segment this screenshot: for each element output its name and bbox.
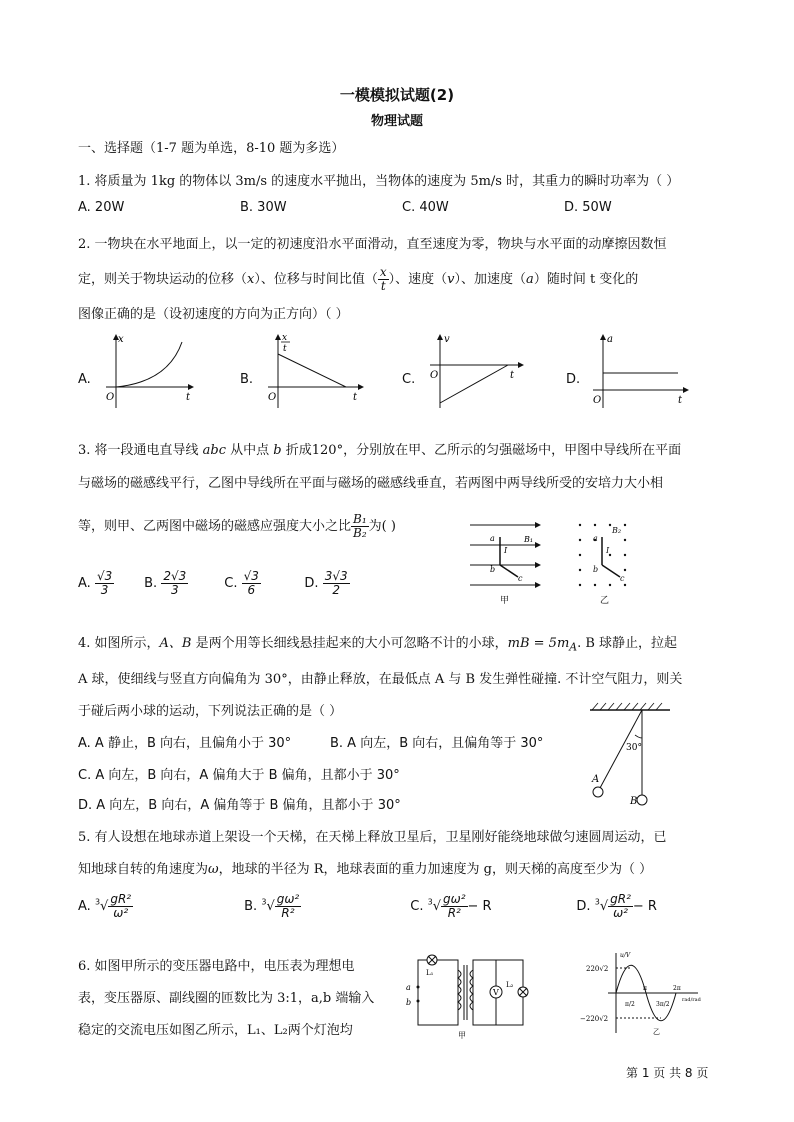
q2-graph-a (106, 334, 193, 408)
svg-text:A: A (592, 774, 600, 785)
svg-text:a: a (593, 534, 598, 543)
svg-text:B: B (630, 796, 638, 807)
page-number: 第 1 页 共 8 页 (626, 1066, 709, 1080)
q1-option-c: C. 40W (402, 200, 449, 215)
svg-text:B₁: B₁ (524, 535, 534, 544)
q5-option-c: C. $^3$√ $\frac{\text{gω²}}{\text{R²}}$ − R (410, 892, 492, 920)
svg-text:v: v (444, 334, 450, 345)
q2-stem-line3: 图像正确的是（设初速度的方向为正方向）（ ） (78, 307, 349, 322)
svg-text:π/2: π/2 (625, 1001, 635, 1008)
q5-option-b: B. $^3$√ $\frac{\text{gω²}}{\text{R²}}$ (244, 892, 300, 920)
q4-stem-line2: A 球，使细线与竖直方向偏角为 30°，由静止释放，在最低点 A 与 B 发生弹性碰撞. 不计空气阻力，则关 (78, 672, 683, 687)
q4-stem-line3: 于碰后两小球的运动，下列说法正确的是（ ） (78, 704, 343, 719)
q2-option-b: B. (240, 372, 254, 387)
svg-text:a: a (406, 983, 411, 992)
q2-stem-line2: 定，则关于物块运动的位移（x）、位移与时间比值（ $\frac{x}{t}$ ）、速度（v）、加速度（a）随时间 t 变化的 (78, 265, 639, 293)
q5-stem-line2: 知地球自转的角速度为ω，地球的半径为 R，地球表面的重力加速度为 g，则天梯的高度至少为（ ） (78, 862, 653, 877)
q5-stem-line1: 5. 有人设想在地球赤道上架设一个天梯，在天梯上释放卫星后，卫星刚好能绕地球做匀速圆周运动，已 (78, 830, 667, 845)
q3-options (78, 570, 380, 597)
svg-text:L₂: L₂ (506, 981, 514, 989)
q3-figures (460, 515, 660, 610)
svg-text:O: O (593, 395, 602, 406)
q1-option-b: B. 30W (240, 200, 287, 215)
svg-text:乙: 乙 (653, 1028, 660, 1036)
q2-graphs (98, 330, 738, 410)
q3-figure-jia (470, 525, 540, 606)
q6-voltage-graph (578, 948, 708, 1038)
svg-text:乙: 乙 (600, 596, 610, 606)
page-title: 一模模拟试题(2) (339, 86, 455, 104)
svg-text:a: a (490, 534, 495, 543)
q6-stem-line2: 表，变压器原、副线圈的匝数比为 3:1，a,b 端输入 (78, 991, 375, 1006)
svg-text:O: O (268, 392, 277, 403)
q3-stem-line3: 等，则甲、乙两图中磁场的磁感应强度大小之比 $\frac{\text{B₁}}{\text{B₂}}$ 为( ) (78, 512, 396, 540)
q6-stem-line1: 6. 如图甲所示的变压器电路中，电压表为理想电 (78, 959, 355, 974)
svg-text:I: I (606, 546, 610, 555)
q2-graph-c (430, 334, 523, 408)
q4-option-b: B. A 向左，B 向右，且偏角等于 30° (330, 736, 544, 751)
svg-text:b: b (406, 998, 412, 1007)
q2-stem-line1: 2. 一物块在水平地面上，以一定的初速度沿水平面滑动，直至速度为零，物块与水平面的动摩擦因数恒 (78, 237, 667, 252)
svg-text:b: b (490, 565, 496, 574)
q3-stem-line1: 3. 将一段通电直导线 abc 从中点 b 折成120°，分别放在甲、乙所示的匀强磁场中，甲图中导线所在平面 (78, 443, 682, 458)
section-heading: 一、选择题（1-7 题为单选，8-10 题为多选） (78, 141, 345, 156)
q2-option-c: C. (402, 372, 416, 387)
svg-text:t: t (678, 395, 683, 406)
svg-text:I: I (504, 546, 508, 555)
q3-stem-line2: 与磁场的磁感线平行，乙图中导线所在平面与磁场的磁感线垂直，若两图中两导线所受的安培力大小相 (78, 476, 664, 491)
q1-option-d: D. 50W (564, 200, 612, 215)
q3-option-c: C. $\frac{√3}{6}$ (224, 569, 259, 597)
svg-text:c: c (620, 574, 625, 583)
q3-option-d: D. $\frac{3√3}{2}$ (304, 569, 348, 597)
q5-option-d: D. $^3$√ $\frac{\text{gR²}}{\text{ω²}}$ − R (576, 892, 657, 920)
q3-option-a: A. $\frac{√3}{3}$ (78, 569, 113, 597)
q5-options (78, 893, 716, 920)
q2-option-d: D. (566, 372, 581, 387)
svg-text:x: x (118, 334, 124, 345)
q1-option-a: A. 20W (78, 200, 125, 215)
q4-pendulum-figure (580, 700, 680, 810)
svg-text:甲: 甲 (500, 596, 510, 606)
svg-text:π: π (643, 985, 647, 992)
svg-text:t: t (283, 344, 287, 354)
svg-text:u/V: u/V (620, 952, 631, 959)
svg-text:O: O (430, 370, 439, 381)
svg-text:x: x (282, 333, 288, 343)
svg-text:V: V (493, 988, 499, 997)
svg-text:t: t (186, 392, 191, 403)
svg-text:220√2: 220√2 (586, 965, 609, 973)
svg-text:rad/rad: rad/rad (682, 997, 701, 1003)
page-subtitle: 物理试题 (370, 114, 423, 129)
q2-xt-fraction: $\frac{x}{t}$ (379, 265, 387, 293)
q2-option-a: A. (78, 372, 91, 387)
q1-stem: 1. 将质量为 1kg 的物体以 3m/s 的速度水平抛出，当物体的速度为 5m/s 时，其重力的瞬时功率为（ ） (78, 174, 680, 189)
svg-text:B₂: B₂ (612, 526, 622, 535)
svg-text:c: c (518, 574, 523, 583)
svg-text:L₁: L₁ (426, 969, 434, 977)
svg-text:甲: 甲 (458, 1031, 466, 1040)
q4-stem-line1: 4. 如图所示，A、B 是两个用等长细线悬挂起来的大小可忽略不计的小球，mB = $5m_A$. B 球静止，拉起 (78, 636, 678, 654)
svg-text:30°: 30° (626, 743, 642, 753)
q2-graph-b (268, 333, 363, 408)
q6-circuit-figure (398, 945, 533, 1040)
svg-text:t: t (510, 370, 515, 381)
q3-ratio-fraction: $\frac{\text{B₁}}{\text{B₂}}$ (353, 512, 367, 540)
q6-stem-line3: 稳定的交流电压如图乙所示，L₁、L₂两个灯泡均 (78, 1023, 353, 1038)
svg-text:a: a (607, 334, 613, 345)
svg-text:3π/2: 3π/2 (656, 1001, 670, 1008)
q4-option-d: D. A 向左，B 向右，A 偏角等于 B 偏角，且都小于 30° (78, 798, 401, 813)
q3-option-b: B. $\frac{2√3}{3}$ (144, 569, 187, 597)
q5-option-a: A. $^3$√ $\frac{\text{gR²}}{\text{ω²}}$ (78, 892, 132, 920)
svg-text:−220√2: −220√2 (580, 1015, 609, 1023)
q4-option-a: A. A 静止，B 向右，且偏角小于 30° (78, 736, 292, 751)
svg-text:t: t (353, 392, 358, 403)
svg-text:2π: 2π (673, 985, 681, 992)
svg-text:b: b (593, 565, 599, 574)
q3-figure-yi (579, 524, 626, 606)
q2-graph-d (593, 334, 688, 408)
svg-text:O: O (106, 392, 115, 403)
q4-option-c: C. A 向左，B 向右，A 偏角大于 B 偏角，且都小于 30° (78, 768, 400, 783)
